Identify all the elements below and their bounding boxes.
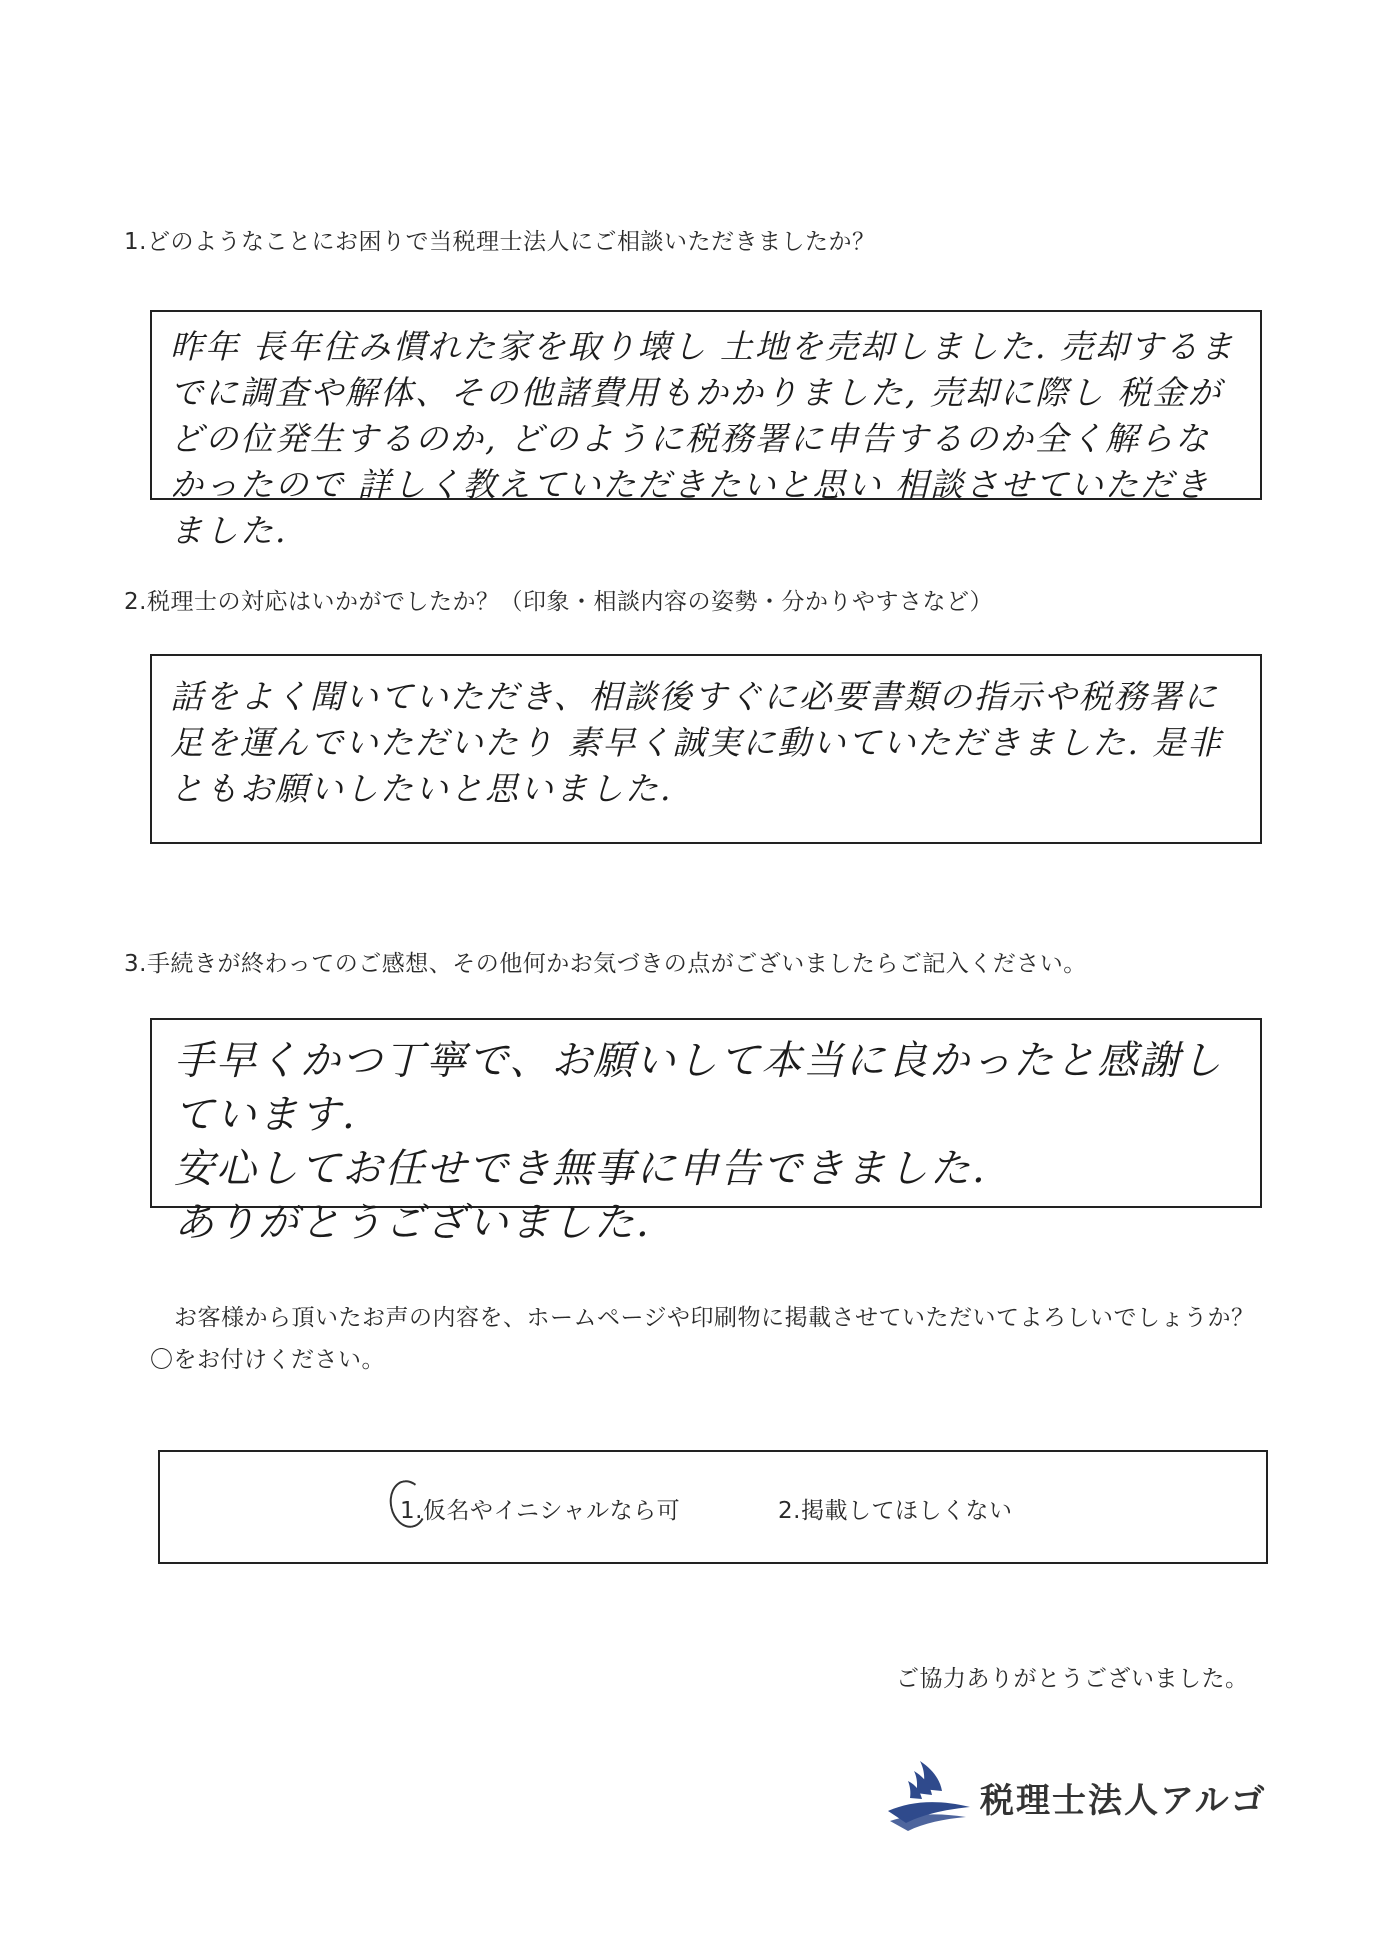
company-logo [880,1755,1280,1835]
answer-box-1 [150,310,1262,550]
question-3: 3.手続きが終わってのご感想、その他何かお気づきの点がございましたらご記入ください。 [124,951,1087,977]
consent-options-box [158,1450,1268,1564]
answer-2-handwriting: 話をよく聞いていただき、相談後すぐに必要書類の指示や税務署に足を運んでいただいたり 素早く誠実に動いていただきました. 是非ともお願いしたいと思いました. [170,677,1223,808]
ship-sail-logo-icon [880,1755,975,1835]
answer-3-handwriting: 手早くかつ丁寧で、お願いして本当に良かったと感謝しています. 安心してお任せでき無事に申告できました. ありがとうございました. [174,1038,1224,1246]
answer-1-handwriting: 昨年 長年住み慣れた家を取り壊し 土地を売却しました. 売却するまでに調査や解体、その他諸費用もかかりました, 売却に際し 税金がどの位発生するのか, どのように税務署に申告するのか全く解らなかったので 詳しく教えていただきたいと思い 相談させていただきました. [170,327,1235,550]
question-2: 2.税理士の対応はいかがでしたか？（印象・相談内容の姿勢・分かりやすさなど） [124,589,993,615]
question-1: 1.どのようなことにお困りで当税理士法人にご相談いただきましたか？ [124,229,876,255]
consent-option-2[interactable]: 2.掲載してほしくない [778,1498,1013,1524]
consent-option-1[interactable]: 1.仮名やイニシャルなら可 [400,1498,681,1524]
answer-box-3 [150,1018,1262,1246]
closing-thanks: ご協力ありがとうございました。 [896,1666,1249,1692]
company-name: 税理士法人アルゴ [980,1781,1267,1821]
answer-box-2 [150,654,1262,844]
consent-question: お客様から頂いたお声の内容を、ホームページや印刷物に掲載させていただいてよろしいでしょうか？〇をお付けください。 [150,1305,1255,1373]
